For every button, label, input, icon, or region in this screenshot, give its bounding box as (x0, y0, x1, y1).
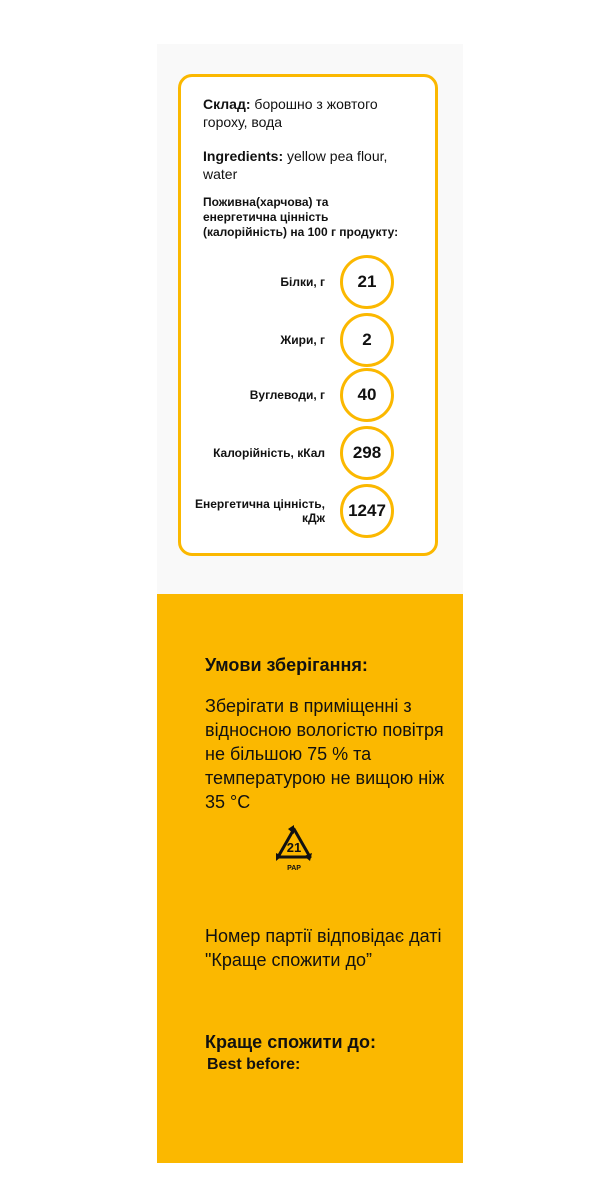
nutrition-label: Калорійність, кКал (213, 446, 325, 460)
label-bottom-panel (157, 594, 463, 1163)
composition-ua (203, 95, 423, 131)
nutrition-value: 40 (340, 368, 394, 422)
recycle-code: PAP (287, 865, 301, 872)
composition-ua-text: борошно з жовтого гороху, вода (203, 96, 378, 130)
nutrition-value: 298 (340, 426, 394, 480)
storage-title: Умови зберігання: (205, 655, 368, 675)
recycle-number: 21 (286, 840, 302, 855)
nutrition-label: Білки, г (280, 275, 325, 289)
nutrition-value: 1247 (340, 484, 394, 538)
best-before-en: Best before: (207, 1056, 301, 1073)
composition-en-text: yellow pea flour, water (203, 148, 388, 182)
recycle-paper-icon (274, 825, 314, 873)
composition-en-label: Ingredients: (203, 148, 284, 164)
nutrition-row-protein (181, 255, 435, 309)
nutrition-row-energy (181, 484, 435, 538)
nutrition-row-calories (181, 426, 435, 480)
storage-text: Зберігати в приміщенні з відносною вологістю повітря не більшою 75 % та температурою не вищою ніж 35 °С (205, 696, 445, 812)
composition-en (203, 147, 423, 183)
nutrition-value: 2 (340, 313, 394, 367)
nutrition-row-fat (181, 313, 435, 367)
nutrition-label: Вуглеводи, г (249, 388, 325, 402)
nutrition-label: Енергетична цінність, кДж (194, 497, 325, 525)
best-before-ua: Краще спожити до: (205, 1032, 376, 1052)
nutrition-value: 21 (340, 255, 394, 309)
nutrition-heading: Поживна(харчова) та енергетична цінність (калорійність) на 100 г продукту: (203, 195, 399, 239)
nutrition-label: Жири, г (280, 333, 325, 347)
nutrition-row-carbs (181, 368, 435, 422)
batch-note: Номер партії відповідає даті "Краще спожити до” (205, 926, 442, 970)
composition-ua-label: Склад: (203, 96, 251, 112)
composition-card (178, 74, 438, 556)
